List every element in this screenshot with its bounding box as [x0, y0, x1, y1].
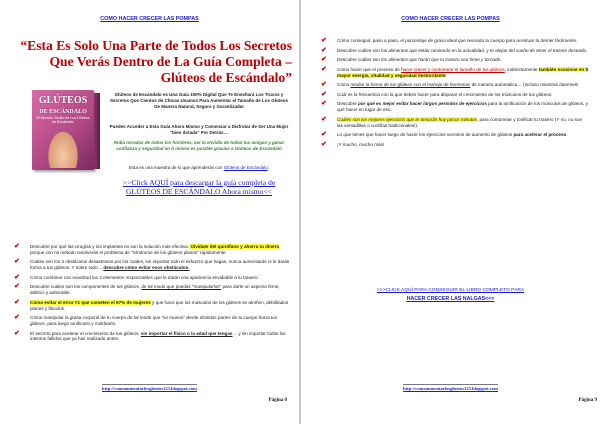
list-item	[14, 275, 290, 281]
intro-text: Esta es una muestra de lo que aprenderás con	[128, 165, 223, 170]
item-emphasis: para acelerar el proceso	[513, 132, 567, 138]
list-item	[321, 67, 589, 79]
item-text: .	[566, 132, 568, 138]
intro-paragraph-4	[108, 165, 290, 171]
item-emphasis: los alimentos que harán que tu trasero sea firme y tornado	[381, 57, 501, 63]
page-right	[301, 0, 600, 424]
item-emphasis: el porcentaje de grasa ideal que necesita tu cuerpo	[400, 38, 505, 43]
list-item	[14, 244, 290, 256]
checkmark-icon: ✔	[321, 65, 327, 73]
title-line-3: Glúteos de Escándalo”	[160, 70, 292, 86]
list-item	[14, 315, 290, 327]
item-text: , indirectamente	[504, 66, 539, 72]
benefits-list-left	[14, 244, 290, 346]
list-item	[14, 331, 290, 343]
checkmark-icon: ✔	[14, 258, 20, 266]
item-emphasis: de tal modo que puedas "manipularlos"	[141, 284, 222, 290]
list-item	[321, 101, 589, 113]
page-number: Página 8	[268, 398, 287, 403]
download-guide-link[interactable]	[108, 178, 290, 196]
item-text: Cómo hacer que el proceso de	[337, 66, 402, 72]
item-text: que le darán una apariencia envidiable a tu trasero.	[152, 274, 259, 280]
list-item	[321, 38, 589, 44]
item-emphasis: descubre cómo evitar esos obstáculos.	[103, 265, 190, 271]
book-cover-subtitle: El Secreto Oculto de Los Glúteos de Escándalo	[36, 116, 90, 125]
buy-link-line-1[interactable]: >>>CLICK AQUÍ PARA CONSEGUIR EL LIBRO COMPLETO PARA	[376, 288, 525, 293]
item-text: Cómo conseguir, paso a paso,	[337, 38, 401, 43]
page-header-link[interactable]: COMO HACER CRECER LAS POMPAS	[401, 16, 500, 22]
intro-colon: :	[267, 165, 270, 170]
item-text: para darle un aspecto firme, atlético y admirable.	[30, 284, 280, 296]
item-emphasis: hacer crecer y contornear el tamaño de tus glúteos	[401, 66, 505, 72]
checkmark-icon: ✔	[14, 314, 20, 322]
list-item	[14, 259, 290, 271]
item-emphasis: de tal modo que "se mueva" desde distintas partes de tu cuerpo hacia tus glúteos	[30, 315, 278, 326]
item-emphasis: Cuál es la frecuencia	[337, 91, 380, 97]
book-cover-figure	[46, 128, 80, 168]
item-text: de manera automática… (incluso mientras duermes!	[470, 82, 579, 88]
item-text: .	[445, 72, 447, 78]
book-cover-image	[32, 90, 106, 174]
checkmark-icon: ✔	[321, 81, 327, 89]
item-text: , para contornear y tonificar tu trasero (Y no, no son las sentadillas o cuclillas tradicionales!).	[337, 116, 583, 128]
list-item	[14, 284, 290, 296]
book-spine	[94, 93, 100, 169]
item-text: y que hace que los músculos de los glúteos se atrofien, debilitados planos y flácidos.	[30, 299, 289, 311]
title-line-2: Que Verás Dentro de La Guía Completa –	[49, 54, 292, 70]
item-text: Cuáles son los 3 obstáculos desastrosos por los cuales, sin importar todo el esfuerzo que hagas, nunca aumentarás ni le darás forma a tus glúteos. Y sobre todo…	[30, 259, 290, 271]
list-item	[321, 142, 589, 148]
page-left	[0, 0, 299, 424]
item-text: Descubre	[337, 101, 358, 107]
checkmark-icon: ✔	[321, 90, 327, 98]
book-title-line-2: DE ESCÁNDALO	[39, 109, 87, 115]
intro-paragraph-2: Puedes Acceder a Esta Guía Ahora Mismo y Comenzar a Disfrutar de Ser Una Mujer "bien dotada" Por Detrás…	[109, 124, 289, 135]
download-link-line-2[interactable]: GLÚTEOS DE ESCÁNDALO Ahora mismo<<	[125, 187, 273, 196]
buy-link-line-2[interactable]: HACER CRECER LAS NALGAS<<<	[406, 296, 495, 302]
book-cover-title	[35, 96, 91, 117]
checkmark-icon: ✔	[321, 140, 327, 148]
title-line-1: “Esta Es Solo Una Parte de Todos Los Secretos	[20, 38, 292, 53]
benefits-list-right	[321, 38, 589, 151]
item-highlight: también ocasione en ti mayor energía, vitalidad y seguridad desbordante	[337, 66, 589, 78]
checkmark-icon: ✔	[14, 243, 20, 250]
checkmark-icon: ✔	[14, 329, 20, 337]
item-text: Cómo combinar con exactitud	[30, 274, 93, 280]
item-text: Descubre por qué las cirugías y los implantes no son la solución más efectiva.	[30, 244, 191, 249]
list-item	[321, 82, 589, 88]
footer-url[interactable]	[301, 386, 600, 391]
item-text: Cómo	[337, 82, 351, 88]
item-text: , para luego tonificarlo y moldearlo.	[44, 320, 117, 326]
item-text: para acentuar tu derrier fácilmente.	[504, 38, 578, 43]
checkmark-icon: ✔	[321, 131, 327, 139]
item-text: El secreto para acelerar el crecimiento de tus glúteos,	[30, 330, 141, 336]
intro-paragraph-1: Glúteos de Escándalo es Una Guía 100% Digital Que Te Enseñará Los Trucos y Secretos Que Cientos de Chicas Usamos Para Aumentar el Tamaño de Los Glúteos De Manera Natural, Segura y Garantizada!	[109, 92, 289, 109]
item-text: Descubre cuáles son los alimentos que estás comiendo en la actualidad, y	[337, 47, 490, 53]
list-item	[321, 48, 589, 54]
item-text: para la tonificación de los músculos de glúteos, y qué hacer en lugar de eso.	[337, 101, 588, 113]
list-item	[14, 300, 290, 312]
item-highlight: Olvídate del quirófano y ahorra tu dinero	[190, 244, 280, 249]
item-emphasis: mediar la forma de tus glúteos con el manejo de hormonas	[350, 82, 471, 88]
item-text: Lo que tienes que hacer luego de hacer los ejercicios secretos de aumento de glúteos	[337, 132, 514, 138]
checkmark-icon: ✔	[321, 100, 327, 108]
item-text: Descubre cuáles son los componentes de tus glúteos,	[30, 284, 142, 290]
list-item	[321, 57, 589, 63]
footer-url[interactable]	[0, 386, 299, 391]
checkmark-icon: ✔	[14, 273, 20, 281]
item-text: .	[586, 47, 588, 53]
page-number: Página 9	[578, 398, 597, 403]
footer-url-text[interactable]: http://comoaumentarlosgluteos123.blogspot.com	[102, 386, 197, 391]
checkmark-icon: ✔	[321, 46, 327, 54]
checkmark-icon: ✔	[321, 37, 327, 44]
checkmark-icon: ✔	[14, 283, 20, 291]
item-text: con la que debes hacer para disparar el crecimiento de los músculos de tus glúteos.	[379, 91, 553, 97]
book-title-line-1: GLÚTEOS	[38, 95, 88, 106]
item-text: .	[500, 57, 502, 63]
intro-paragraph-3: Roba miradas de todos los hombres, ser la envidia de todas tus amigas y ganar confianza y seguridad en ti misma es posible gracias a Glúteos de Escándalo	[113, 140, 285, 151]
page-title	[6, 38, 292, 87]
item-highlight: Cuáles son los mejores ejercicios que te tomarán hoy pocos minutos	[337, 116, 477, 122]
item-emphasis: por qué es mejor evitar hacer largos períodos de ejercicios	[357, 101, 487, 107]
footer-url-text[interactable]: http://comoaumentarlosgluteos123.blogspot.com	[403, 386, 498, 391]
page-header-link[interactable]: COMO HACER CRECER LAS POMPAS	[100, 16, 199, 22]
checkmark-icon: ✔	[321, 56, 327, 64]
item-emphasis: te alejan del sueño de tener el trasero deseado	[489, 47, 586, 53]
item-text: Cómo manipular la grasa corporal de tu cuerpo	[30, 315, 128, 321]
download-link-line-1[interactable]: >>Click AQUÍ para descargar la guía completa de	[122, 178, 276, 187]
item-highlight: Cómo evitar el error #1 que cometen el 97% de mujeres	[30, 299, 151, 305]
item-emphasis: sin importar el físico o la edad que tengas	[140, 330, 233, 336]
list-item	[321, 132, 589, 138]
item-text: , porque con mi método resolverás el problema de "Síndrome de los glúteos planos" rápidamente.	[30, 244, 281, 255]
item-text: Descubre cuáles son	[337, 57, 382, 63]
list-item	[321, 92, 589, 98]
item-text: … y sin importar todos los intentos fallidos que ya has realizado antes.	[30, 330, 286, 342]
buy-book-link[interactable]	[301, 286, 600, 304]
item-text: ¡Y mucho, mucho más!	[337, 141, 385, 147]
list-item	[321, 117, 589, 129]
item-emphasis: los 3 elementos responsables	[92, 274, 153, 280]
guide-link[interactable]: Glúteos de Escándalo	[223, 165, 268, 170]
checkmark-icon: ✔	[321, 115, 327, 123]
checkmark-icon: ✔	[14, 298, 20, 306]
